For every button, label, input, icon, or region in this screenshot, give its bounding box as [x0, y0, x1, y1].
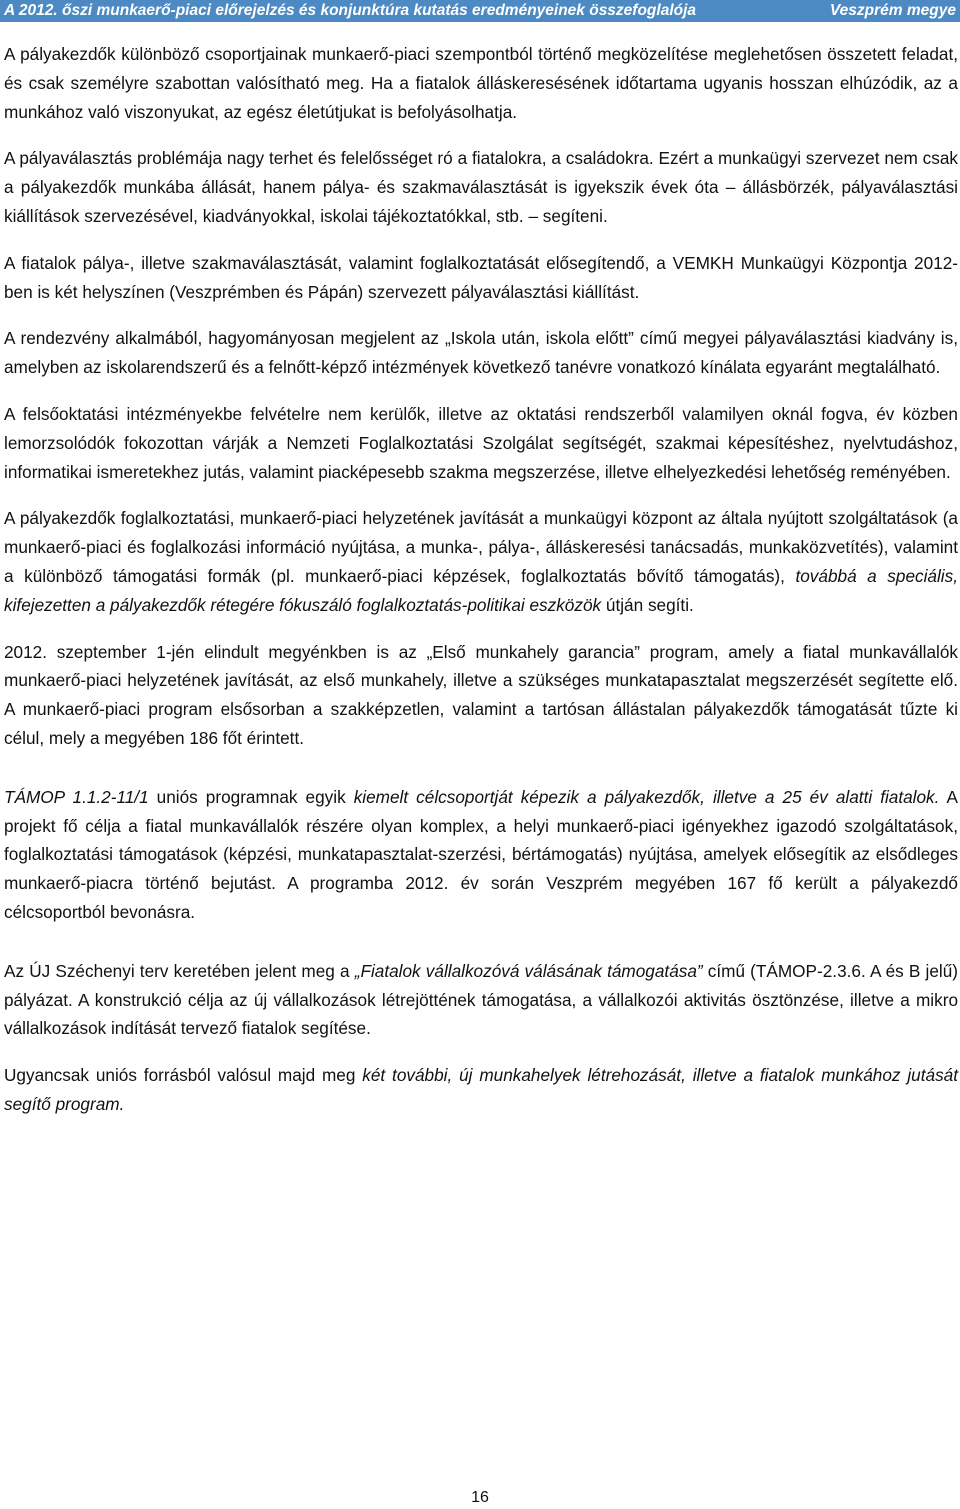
emphasized-text: „Fiatalok vállalkozóvá válásának támogatása” — [354, 960, 703, 981]
text-segment: A fiatalok pálya-, illetve szakmaválasztását, valamint foglalkoztatását elősegítendő, a VEMKH Munkaügyi Központja 2012-ben is két helyszínen (Veszprémben és Pápán) szervezett pályaválasztási kiállítást. — [4, 252, 958, 302]
text-segment: A felsőoktatási intézményekbe felvételre nem kerülők, illetve az oktatási rendszerből valamilyen oknál fogva, év közben lemorzsolódók fokozottan várják a Nemzeti Foglalkoztatási Szolgálat segítségét, szakmai képesítéshez, nyelvtudáshoz, informatikai ismeretekhez jutás, valamint piacképesebb szakma megszerzése, illetve elhelyezkedési lehetőség reményében. — [4, 403, 958, 482]
paragraph — [4, 504, 958, 619]
paragraph — [4, 638, 958, 753]
text-segment: című (TÁMOP-2.3.6. A és B jelű) pályázat. A konstrukció célja az új vállalkozások létrejöttének támogatása, a vállalkozói aktivitás ösztönzése, illetve a mikro vállalkozások indítását tervező fiatalok segítése. — [4, 960, 958, 1039]
paragraph — [4, 249, 958, 307]
emphasized-text: továbbá a speciális, kifejezetten a pályakezdők rétegére fókuszáló foglalkoztatás-politikai eszközök — [4, 565, 958, 615]
paragraph — [4, 324, 958, 382]
text-segment: 2012. szeptember 1-jén elindult megyénkben is az „Első munkahely garancia” program, amely a fiatal munkavállalók munkaerő-piaci helyzetének javítását, az első munkahely, illetve a szükséges munkatapasztalat megszerzését segítette elő. A munkaerő-piaci program elsősorban a szakképzetlen, valamint a tartósan állástalan pályakezdők támogatását tűzte ki célul, mely a megyében 186 főt érintett. — [4, 641, 958, 748]
emphasized-text: TÁMOP 1.1.2-11/1 — [4, 786, 149, 807]
paragraph — [4, 957, 958, 1043]
emphasized-text: kiemelt célcsoportját képezik a pályakezdők, illetve a 25 év alatti fiatalok. — [353, 786, 940, 807]
text-segment: útján segíti. — [601, 594, 694, 615]
paragraph — [4, 783, 958, 927]
running-header — [0, 0, 960, 22]
page-number: 16 — [471, 1489, 489, 1506]
text-segment: A rendezvény alkalmából, hagyományosan megjelent az „Iskola után, iskola előtt” című megyei pályaválasztási kiadvány is, amelyben az iskolarendszerű és a felnőtt-képző intézmények következő tanévre vonatkozó kínálata egyaránt megtalálható. — [4, 328, 958, 378]
header-region: Veszprém megye — [829, 2, 956, 19]
text-segment: Az ÚJ Széchenyi terv keretében jelent meg a — [4, 960, 355, 981]
emphasized-text: két további, új munkahelyek létrehozását, illetve a fiatalok munkához jutását segítő program. — [4, 1065, 959, 1114]
text-segment: uniós programnak egyik — [148, 786, 354, 807]
text-segment: A pályaválasztás problémája nagy terhet és felelősséget ró a fiatalokra, a családokra. Ezért a munkaügyi szervezet nem csak a pályakezdők munkába állását, hanem pálya- és szakmaválasztását is igyekszik évek óta – állásbörzék, pályaválasztási kiállítások szervezésével, kiadványokkal, iskolai tájékoztatókkal, stb. – segíteni. — [4, 148, 958, 226]
text-segment: A projekt fő célja a fiatal munkavállalók részére olyan komplex, a helyi munkaerő-piaci igényekhez igazodó szolgáltatások, foglalkoztatási támogatások (képzési, munkatapasztalat-szerzési, bértámogatás) nyújtása, amelyek elősegítik az elsődleges munkaerő-piacra történő bejutást. A programba 2012. év során Veszprém megyében 167 fő került a pályakezdő célcsoportból bevonásra. — [4, 786, 958, 922]
document-body — [4, 40, 958, 1119]
text-segment: Ugyancsak uniós forrásból valósul majd meg — [4, 1065, 363, 1086]
header-title: A 2012. őszi munkaerő-piaci előrejelzés és konjunktúra kutatás eredményeinek összefoglalója — [4, 2, 697, 19]
paragraph — [4, 400, 958, 486]
paragraph — [4, 1061, 958, 1119]
paragraph — [4, 40, 958, 126]
text-segment: A pályakezdők különböző csoportjainak munkaerő-piaci szempontból történő megközelítése meglehetősen összetett feladat, és csak személyre szabottan valósítható meg. Ha a fiatalok álláskeresésének időtartama ugyanis hosszan elhúzódik, az a munkához való viszonyukat, az egész életútjukat is befolyásolhatja. — [4, 44, 958, 122]
paragraph — [4, 144, 958, 230]
text-segment: A pályakezdők foglalkoztatási, munkaerő-piaci helyzetének javítását a munkaügyi központ az általa nyújtott szolgáltatások (a munkaerő-piaci és foglalkozási információ nyújtása, a munka-, pálya-, álláskeresési tanácsadás, munkaközvetítés), valamint a különböző támogatási formák (pl. munkaerő-piaci képzések, foglalkoztatás bővítő támogatás), — [4, 508, 958, 586]
